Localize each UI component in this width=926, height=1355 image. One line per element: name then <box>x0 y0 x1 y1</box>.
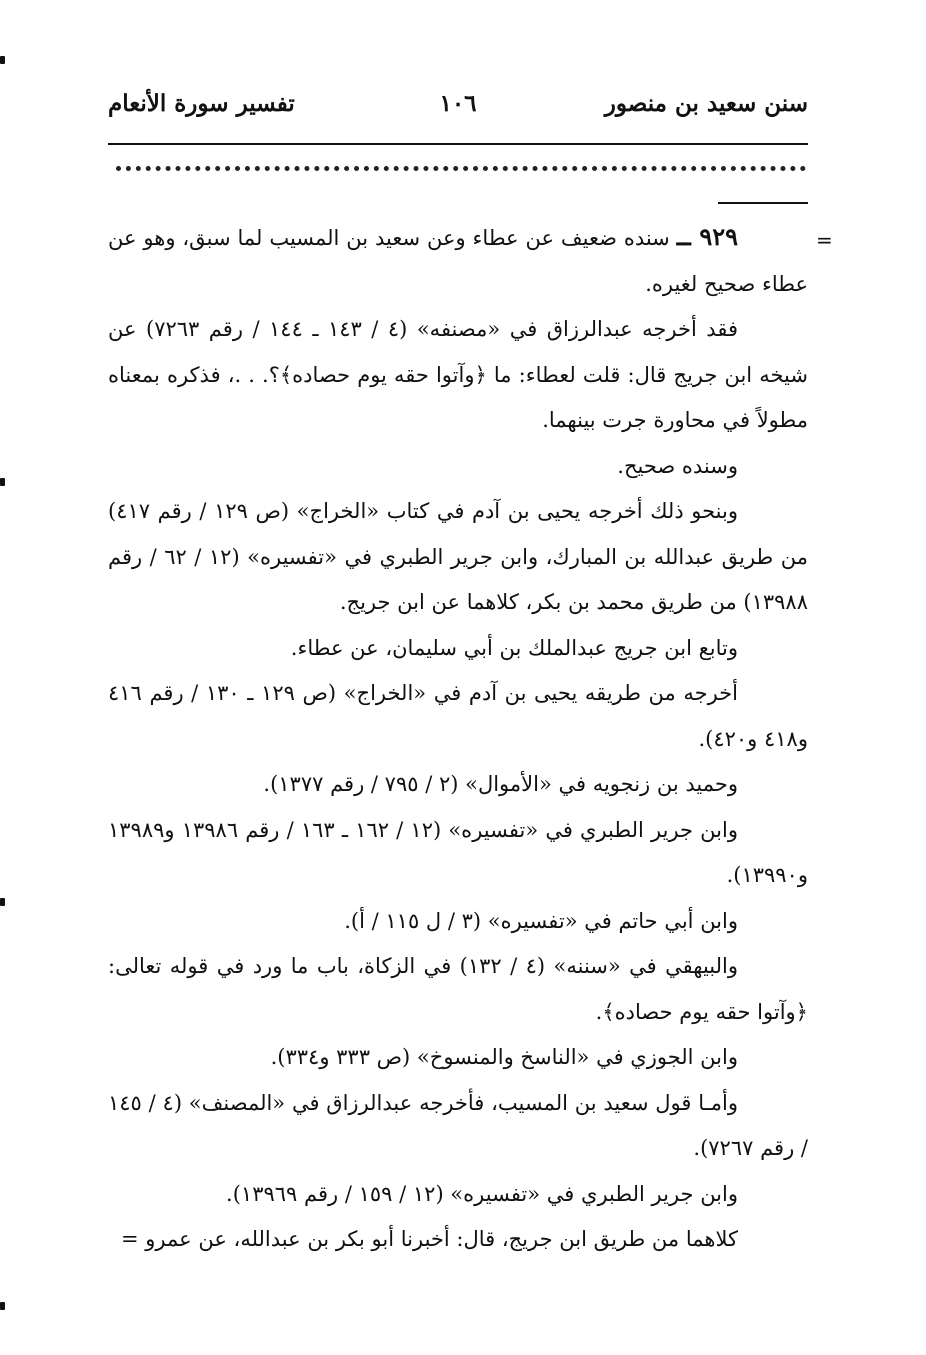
paragraph: وابن جرير الطبري في «تفسيره» (١٢ / ١٦٢ ـ ١٦٣ / رقم ١٣٩٨٦ و١٣٩٨٩ و١٣٩٩٠). <box>108 817 808 887</box>
paragraph: وسنده صحيح. <box>617 453 738 478</box>
continuation-mark: = <box>816 228 833 252</box>
running-header <box>108 90 808 130</box>
book-title: سنن سعيد بن منصور <box>604 90 808 117</box>
paragraph: وابن أبي حاتم في «تفسيره» (٣ / ل ١١٥ / أ). <box>344 908 738 933</box>
entry-number: ٩٢٩ ــ <box>676 222 738 251</box>
dotted-separator <box>116 166 806 171</box>
paragraph: والبيهقي في «سننه» (٤ / ١٣٢) في الزكاة، باب ما ورد في قوله تعالى: ﴿وآتوا حقه يوم حصاده﴾. <box>108 954 808 1024</box>
paragraph: وأمـا قول سعيد بن المسيب، فأخرجه عبدالرزاق في «المصنف» (٤ / ١٤٥ / رقم ٧٢٦٧). <box>108 1090 808 1160</box>
paragraph: وابن الجوزي في «الناسخ والمنسوخ» (ص ٣٣٣ و٣٣٤). <box>270 1045 738 1069</box>
footnote-body <box>108 214 808 1263</box>
paragraph: وحميد بن زنجويه في «الأموال» (٢ / ٧٩٥ / رقم ١٣٧٧). <box>263 772 738 796</box>
scan-edge-mark <box>0 898 5 906</box>
page-number: ١٠٦ <box>439 90 477 117</box>
paragraph: وتابع ابن جريج عبدالملك بن أبي سليمان، عن عطاء. <box>290 635 738 660</box>
paragraph: أخرجه من طريقه يحيى بن آدم في «الخراج» (ص ١٢٩ ـ ١٣٠ / رقم ٤١٦ و٤١٨ و٤٢٠). <box>108 681 808 751</box>
entry-paragraph <box>108 214 808 307</box>
footnote-rule <box>718 202 808 204</box>
scan-edge-mark <box>0 1302 5 1310</box>
scan-edge-mark <box>0 56 5 64</box>
paragraph: وبنحو ذلك أخرجه يحيى بن آدم في كتاب «الخراج» (ص ١٢٩ / رقم ٤١٧) من طريق عبدالله بن المبارك، وابن جرير الطبري في «تفسيره» (١٢ / ٦٢ / رقم ١٣٩٨٨) من طريق محمد بن بكر، كلاهما عن ابن جريج. <box>108 499 808 614</box>
paragraph: كلاهما من طريق ابن جريج، قال: أخبرنا أبو بكر بن عبدالله، عن عمرو = <box>121 1227 738 1251</box>
paragraph: فقد أخرجه عبدالرزاق في «مصنفه» (٤ / ١٤٣ ـ ١٤٤ / رقم ٧٢٦٣) عن شيخه ابن جريج قال: قلت لعطاء: ما ﴿وآتوا حقه يوم حصاده﴾؟. . .، فذكره بمعناه مطولاً في محاورة جرت بينهما. <box>108 317 808 432</box>
paragraph: وابن جرير الطبري في «تفسيره» (١٢ / ١٥٩ / رقم ١٣٩٦٩). <box>226 1181 738 1206</box>
scan-edge-mark <box>0 478 5 486</box>
entry-text: سنده ضعيف عن عطاء وعن سعيد بن المسيب لما سبق، وهو عن عطاء صحيح لغيره. <box>108 226 808 296</box>
chapter-title: تفسير سورة الأنعام <box>108 90 295 117</box>
header-rule <box>108 143 808 145</box>
